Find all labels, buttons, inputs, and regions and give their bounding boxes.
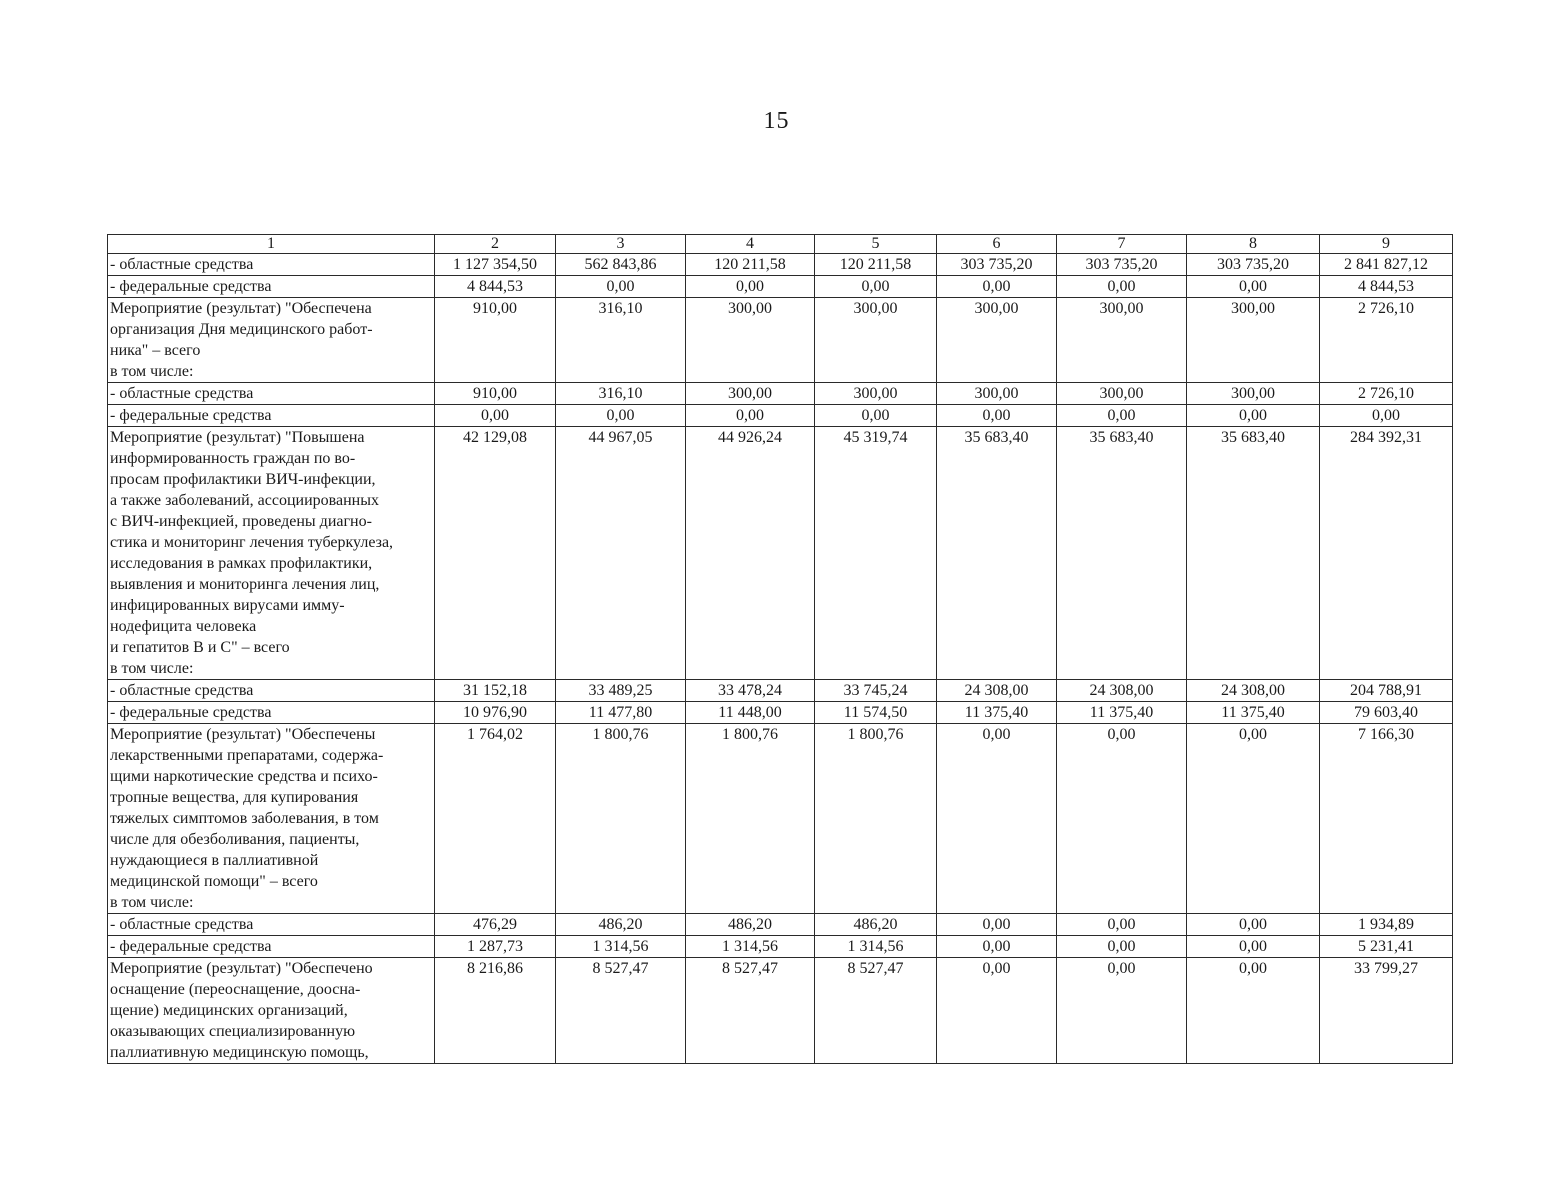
value-cell: 1 764,02 bbox=[435, 724, 556, 914]
value-cell: 35 683,40 bbox=[937, 427, 1057, 680]
header-cell: 5 bbox=[815, 235, 937, 254]
value-cell: 486,20 bbox=[556, 914, 686, 936]
funding-source-row bbox=[108, 936, 1453, 958]
description-line: с ВИЧ-инфекцией, проведены диагно- bbox=[110, 513, 372, 530]
value-cell: 0,00 bbox=[937, 936, 1057, 958]
description-line: в том числе: bbox=[110, 660, 194, 677]
value-cell: 300,00 bbox=[815, 383, 937, 405]
value-cell: 0,00 bbox=[556, 405, 686, 427]
page-number: 15 bbox=[763, 108, 790, 134]
total-value-cell: 2 726,10 bbox=[1320, 383, 1453, 405]
funding-source-label: - областные средства bbox=[108, 383, 435, 405]
description-line: нуждающиеся в паллиативной bbox=[110, 852, 319, 869]
value-cell: 316,10 bbox=[556, 383, 686, 405]
funding-source-row bbox=[108, 254, 1453, 276]
description-line: числе для обезболивания, пациенты, bbox=[110, 831, 360, 848]
value-cell: 303 735,20 bbox=[1187, 254, 1320, 276]
funding-source-label: - областные средства bbox=[108, 914, 435, 936]
value-cell: 300,00 bbox=[815, 298, 937, 383]
value-cell: 44 926,24 bbox=[686, 427, 815, 680]
description-line: Мероприятие (результат) "Обеспечены bbox=[110, 726, 376, 743]
value-cell: 1 127 354,50 bbox=[435, 254, 556, 276]
header-cell: 4 bbox=[686, 235, 815, 254]
funding-source-label: - федеральные средства bbox=[108, 702, 435, 724]
value-cell: 0,00 bbox=[1057, 276, 1187, 298]
description-line: в том числе: bbox=[110, 363, 194, 380]
event-row bbox=[108, 298, 1453, 383]
funding-source-label: - федеральные средства bbox=[108, 936, 435, 958]
value-cell: 300,00 bbox=[937, 383, 1057, 405]
funding-source-label: - областные средства bbox=[108, 680, 435, 702]
description-line: в том числе: bbox=[110, 894, 194, 911]
value-cell: 10 976,90 bbox=[435, 702, 556, 724]
description-line: организация Дня медицинского работ- bbox=[110, 321, 373, 338]
value-cell: 24 308,00 bbox=[937, 680, 1057, 702]
event-description-cell bbox=[108, 298, 435, 383]
value-cell: 0,00 bbox=[937, 405, 1057, 427]
value-cell: 35 683,40 bbox=[1057, 427, 1187, 680]
value-cell: 4 844,53 bbox=[435, 276, 556, 298]
event-description-cell bbox=[108, 958, 435, 1064]
value-cell: 562 843,86 bbox=[556, 254, 686, 276]
funding-source-label: - областные средства bbox=[108, 254, 435, 276]
funding-source-row bbox=[108, 383, 1453, 405]
value-cell: 486,20 bbox=[686, 914, 815, 936]
value-cell: 0,00 bbox=[1187, 958, 1320, 1064]
header-cell: 2 bbox=[435, 235, 556, 254]
value-cell: 11 375,40 bbox=[1057, 702, 1187, 724]
value-cell: 300,00 bbox=[686, 298, 815, 383]
funding-source-row bbox=[108, 276, 1453, 298]
description-line: стика и мониторинг лечения туберкулеза, bbox=[110, 534, 394, 551]
value-cell: 44 967,05 bbox=[556, 427, 686, 680]
header-cell: 6 bbox=[937, 235, 1057, 254]
value-cell: 0,00 bbox=[1187, 405, 1320, 427]
value-cell: 0,00 bbox=[556, 276, 686, 298]
value-cell: 0,00 bbox=[815, 405, 937, 427]
funding-source-row bbox=[108, 702, 1453, 724]
value-cell: 300,00 bbox=[1187, 298, 1320, 383]
description-line: Мероприятие (результат) "Обеспечена bbox=[110, 300, 372, 317]
value-cell: 120 211,58 bbox=[686, 254, 815, 276]
value-cell: 24 308,00 bbox=[1057, 680, 1187, 702]
event-row bbox=[108, 958, 1453, 1064]
description-line: нодефицита человека bbox=[110, 618, 257, 635]
value-cell: 8 527,47 bbox=[686, 958, 815, 1064]
value-cell: 8 527,47 bbox=[815, 958, 937, 1064]
value-cell: 1 800,76 bbox=[556, 724, 686, 914]
value-cell: 0,00 bbox=[686, 405, 815, 427]
value-cell: 33 745,24 bbox=[815, 680, 937, 702]
description-line: оснащение (переоснащение, доосна- bbox=[110, 981, 361, 998]
header-cell: 3 bbox=[556, 235, 686, 254]
total-value-cell: 2 841 827,12 bbox=[1320, 254, 1453, 276]
value-cell: 0,00 bbox=[1187, 724, 1320, 914]
description-line: просам профилактики ВИЧ-инфекции, bbox=[110, 471, 376, 488]
funding-source-label: - федеральные средства bbox=[108, 405, 435, 427]
value-cell: 910,00 bbox=[435, 298, 556, 383]
value-cell: 11 574,50 bbox=[815, 702, 937, 724]
description-line: ника" – всего bbox=[110, 342, 201, 359]
value-cell: 303 735,20 bbox=[937, 254, 1057, 276]
value-cell: 0,00 bbox=[1057, 936, 1187, 958]
total-value-cell: 204 788,91 bbox=[1320, 680, 1453, 702]
table-header-row bbox=[108, 235, 1453, 254]
value-cell: 0,00 bbox=[937, 914, 1057, 936]
description-line: паллиативную медицинскую помощь, bbox=[110, 1044, 369, 1061]
value-cell: 1 314,56 bbox=[556, 936, 686, 958]
value-cell: 300,00 bbox=[686, 383, 815, 405]
description-line: щение) медицинских организаций, bbox=[110, 1002, 348, 1019]
total-value-cell: 4 844,53 bbox=[1320, 276, 1453, 298]
total-value-cell: 2 726,10 bbox=[1320, 298, 1453, 383]
value-cell: 24 308,00 bbox=[1187, 680, 1320, 702]
value-cell: 486,20 bbox=[815, 914, 937, 936]
value-cell: 0,00 bbox=[1187, 936, 1320, 958]
description-line: лекарственными препаратами, содержа- bbox=[110, 747, 384, 764]
value-cell: 303 735,20 bbox=[1057, 254, 1187, 276]
value-cell: 300,00 bbox=[1187, 383, 1320, 405]
description-line: инфицированных вирусами имму- bbox=[110, 597, 345, 614]
value-cell: 0,00 bbox=[937, 724, 1057, 914]
event-row bbox=[108, 724, 1453, 914]
value-cell: 300,00 bbox=[1057, 298, 1187, 383]
funding-source-row bbox=[108, 405, 1453, 427]
value-cell: 1 314,56 bbox=[815, 936, 937, 958]
description-line: исследования в рамках профилактики, bbox=[110, 555, 373, 572]
value-cell: 0,00 bbox=[686, 276, 815, 298]
value-cell: 300,00 bbox=[937, 298, 1057, 383]
value-cell: 1 800,76 bbox=[686, 724, 815, 914]
funding-source-row bbox=[108, 680, 1453, 702]
description-line: Мероприятие (результат) "Обеспечено bbox=[110, 960, 373, 977]
total-value-cell: 284 392,31 bbox=[1320, 427, 1453, 680]
funding-source-row bbox=[108, 914, 1453, 936]
value-cell: 1 287,73 bbox=[435, 936, 556, 958]
value-cell: 0,00 bbox=[1187, 914, 1320, 936]
value-cell: 35 683,40 bbox=[1187, 427, 1320, 680]
total-value-cell: 7 166,30 bbox=[1320, 724, 1453, 914]
value-cell: 0,00 bbox=[937, 958, 1057, 1064]
value-cell: 0,00 bbox=[1057, 724, 1187, 914]
value-cell: 120 211,58 bbox=[815, 254, 937, 276]
total-value-cell: 0,00 bbox=[1320, 405, 1453, 427]
value-cell: 33 478,24 bbox=[686, 680, 815, 702]
value-cell: 476,29 bbox=[435, 914, 556, 936]
value-cell: 0,00 bbox=[1187, 276, 1320, 298]
header-cell: 7 bbox=[1057, 235, 1187, 254]
value-cell: 0,00 bbox=[815, 276, 937, 298]
description-line: выявления и мониторинга лечения лиц, bbox=[110, 576, 380, 593]
event-row bbox=[108, 427, 1453, 680]
description-line: оказывающих специализированную bbox=[110, 1023, 356, 1040]
total-value-cell: 33 799,27 bbox=[1320, 958, 1453, 1064]
value-cell: 910,00 bbox=[435, 383, 556, 405]
event-description-cell bbox=[108, 724, 435, 914]
header-cell: 8 bbox=[1187, 235, 1320, 254]
description-line: Мероприятие (результат) "Повышена bbox=[110, 429, 365, 446]
header-cell: 9 bbox=[1320, 235, 1453, 254]
value-cell: 1 314,56 bbox=[686, 936, 815, 958]
description-line: тропные вещества, для купирования bbox=[110, 789, 359, 806]
value-cell: 0,00 bbox=[1057, 958, 1187, 1064]
event-description-cell bbox=[108, 427, 435, 680]
value-cell: 33 489,25 bbox=[556, 680, 686, 702]
description-line: медицинской помощи" – всего bbox=[110, 873, 318, 890]
value-cell: 11 448,00 bbox=[686, 702, 815, 724]
funding-source-label: - федеральные средства bbox=[108, 276, 435, 298]
value-cell: 11 375,40 bbox=[1187, 702, 1320, 724]
description-line: щими наркотические средства и психо- bbox=[110, 768, 378, 785]
value-cell: 8 216,86 bbox=[435, 958, 556, 1064]
header-cell: 1 bbox=[108, 235, 435, 254]
value-cell: 8 527,47 bbox=[556, 958, 686, 1064]
budget-table bbox=[107, 234, 1453, 1064]
value-cell: 0,00 bbox=[1057, 405, 1187, 427]
total-value-cell: 5 231,41 bbox=[1320, 936, 1453, 958]
value-cell: 31 152,18 bbox=[435, 680, 556, 702]
description-line: тяжелых симптомов заболевания, в том bbox=[110, 810, 379, 827]
total-value-cell: 79 603,40 bbox=[1320, 702, 1453, 724]
description-line: и гепатитов В и С" – всего bbox=[110, 639, 290, 656]
value-cell: 42 129,08 bbox=[435, 427, 556, 680]
value-cell: 316,10 bbox=[556, 298, 686, 383]
value-cell: 45 319,74 bbox=[815, 427, 937, 680]
value-cell: 300,00 bbox=[1057, 383, 1187, 405]
description-line: информированность граждан по во- bbox=[110, 450, 356, 467]
value-cell: 11 477,80 bbox=[556, 702, 686, 724]
total-value-cell: 1 934,89 bbox=[1320, 914, 1453, 936]
value-cell: 0,00 bbox=[937, 276, 1057, 298]
value-cell: 11 375,40 bbox=[937, 702, 1057, 724]
value-cell: 0,00 bbox=[1057, 914, 1187, 936]
value-cell: 1 800,76 bbox=[815, 724, 937, 914]
description-line: а также заболеваний, ассоциированных bbox=[110, 492, 379, 509]
value-cell: 0,00 bbox=[435, 405, 556, 427]
